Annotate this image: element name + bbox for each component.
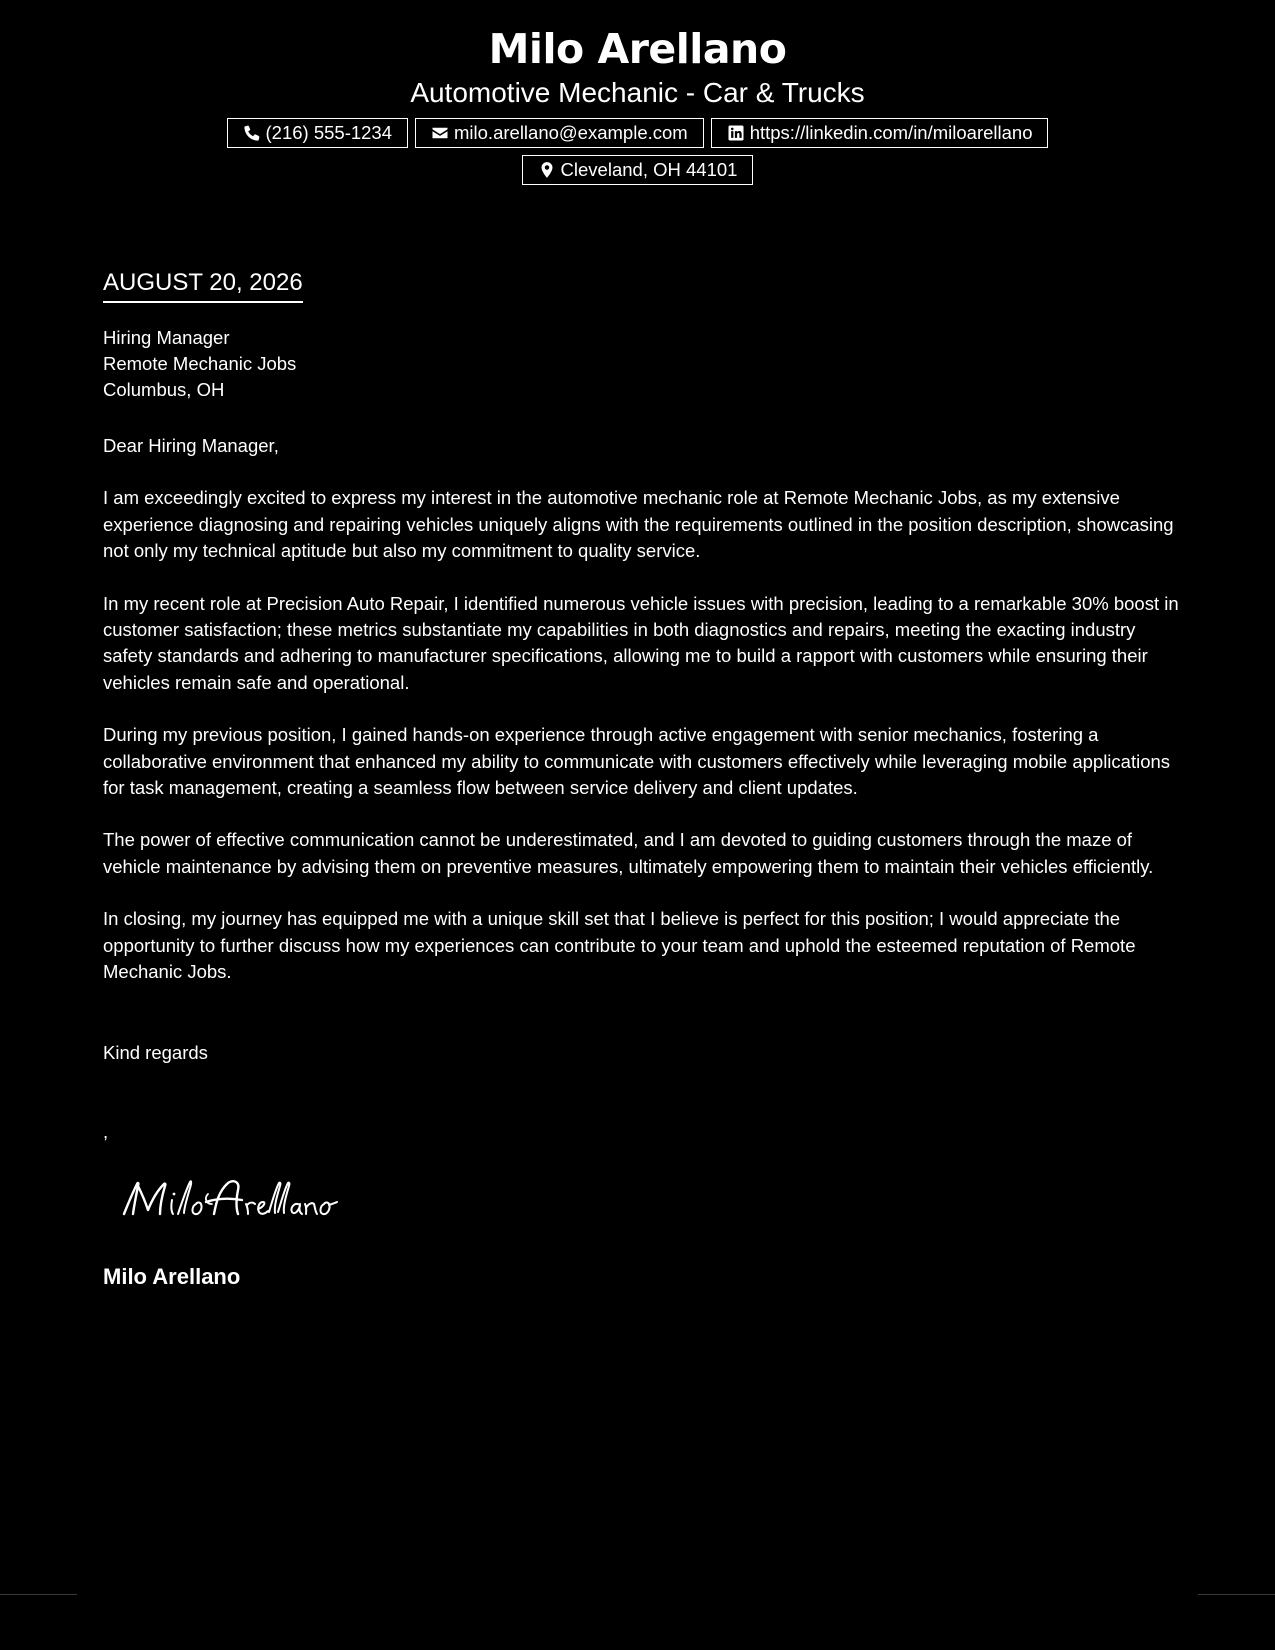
footer-divider-left [0, 1594, 77, 1595]
body-paragraph: I am exceedingly excited to express my interest in the automotive mechanic role at Remote Mechanic Jobs, as my extensive experience diagnosing and repairing vehicles uniquely aligns with the requirements outlined in the position description, showcasing not only my technical aptitude but also my commitment to quality service. [103, 487, 1174, 562]
location-text: Cleveland, OH 44101 [560, 159, 738, 180]
body-paragraph: In my recent role at Precision Auto Repair, I identified numerous vehicle issues with precision, leading to a remarkable 30% boost in customer satisfaction; these metrics substantiate my capabilities in both diagnostics and repairs, meeting the exacting industry safety standards and adhering to manufacturer specifications, allowing me to build a rapport with customers while ensuring their vehicles remain safe and operational. [103, 592, 1179, 693]
footer-divider-right [1198, 1594, 1275, 1595]
email-text: milo.arellano@example.com [454, 122, 688, 143]
letter-body [103, 433, 1183, 1012]
body-paragraph: In closing, my journey has equipped me with a unique skill set that I believe is perfect for this position; I would appreciate the opportunity to further discuss how my experiences can contribute to your team and uphold the esteemed reputation of Remote Mechanic Jobs. [103, 908, 1136, 983]
email-contact[interactable] [415, 118, 704, 148]
recipient-name: Hiring Manager [103, 327, 230, 348]
salutation: Dear Hiring Manager, [103, 435, 279, 456]
applicant-name: Milo Arellano [488, 25, 787, 73]
signer-name: Milo Arellano [103, 1264, 241, 1289]
recipient-location: Columbus, OH [103, 379, 225, 400]
linkedin-icon [727, 124, 745, 142]
letter-header [0, 22, 1275, 185]
closing: Kind regards [103, 1042, 208, 1063]
body-paragraph: During my previous position, I gained hands-on experience through active engagement with senior mechanics, fostering a collaborative environment that enhanced my ability to communicate with customers effectively while leveraging mobile applications for task management, creating a seamless flow between service delivery and client updates. [103, 724, 1171, 799]
contact-row [0, 118, 1275, 148]
applicant-title: Automotive Mechanic - Car & Trucks [410, 77, 865, 108]
phone-icon [243, 124, 261, 142]
recipient-block [103, 325, 296, 403]
location-contact [522, 155, 754, 185]
letter-date: AUGUST 20, 2026 [103, 266, 303, 303]
phone-text: (216) 555-1234 [265, 122, 393, 143]
linkedin-contact[interactable] [711, 118, 1049, 148]
signature-image [118, 1174, 348, 1234]
linkedin-text: https://linkedin.com/in/miloarellano [749, 122, 1033, 143]
recipient-company: Remote Mechanic Jobs [103, 353, 297, 374]
body-paragraph: The power of effective communication cannot be underestimated, and I am devoted to guiding customers through the maze of vehicle maintenance by advising them on preventive measures, ultimately empowering them to maintain their vehicles efficiently. [103, 829, 1154, 877]
contact-row-2 [0, 155, 1275, 185]
map-pin-icon [538, 161, 556, 179]
closing-comma: , [103, 1121, 109, 1142]
phone-contact[interactable] [227, 118, 409, 148]
envelope-icon [431, 124, 449, 142]
